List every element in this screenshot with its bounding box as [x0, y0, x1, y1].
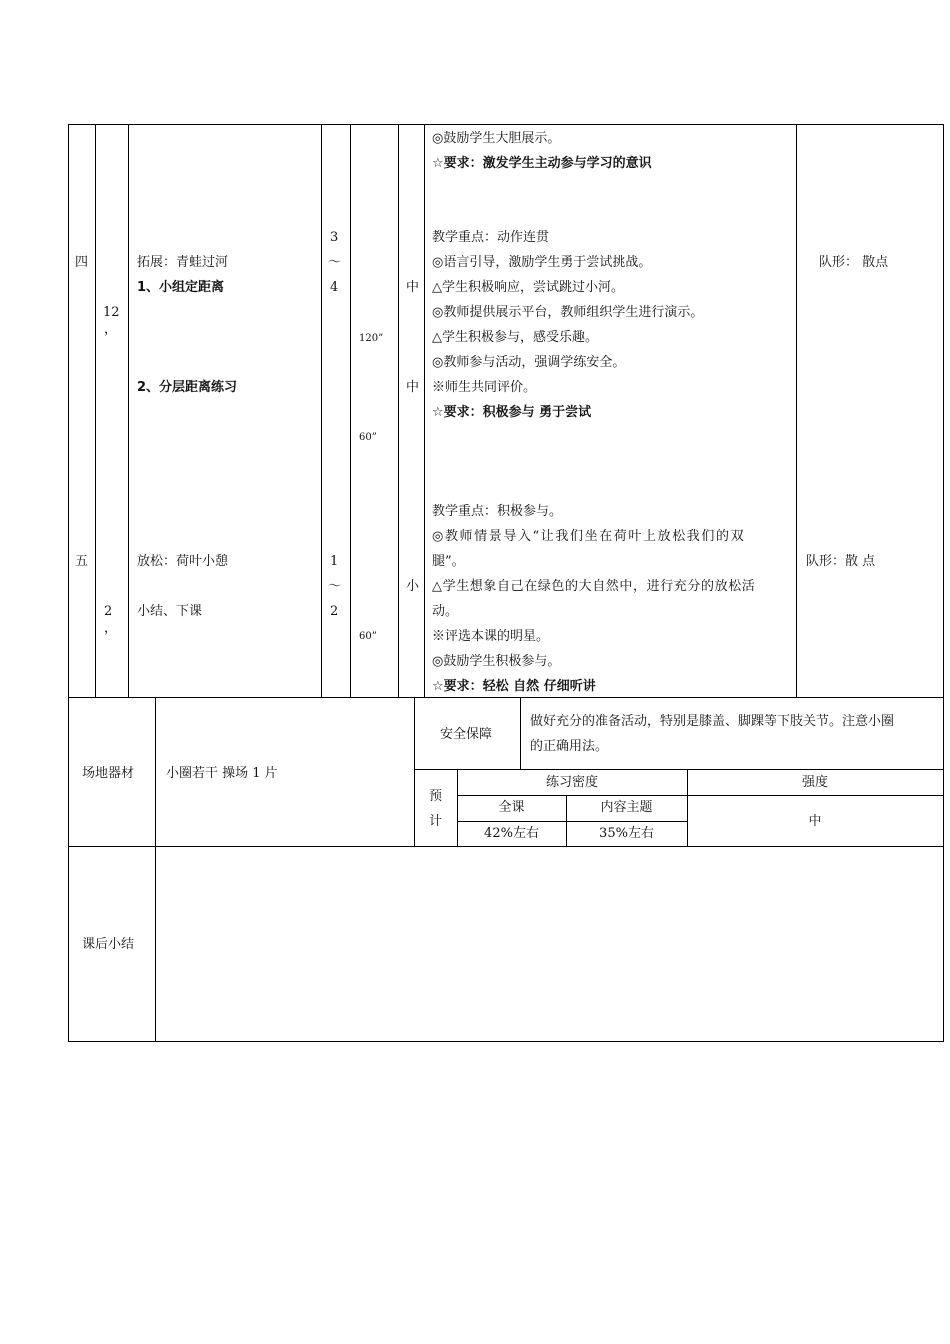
organization-line: ◎教师提供展示平台，教师组织学生进行演示。	[432, 305, 704, 320]
table-top-border	[68, 124, 796, 125]
intensity-value: 中	[406, 380, 420, 395]
col-divider-label	[155, 697, 156, 1042]
equipment-value: 小圈若干 操场 1 片	[166, 766, 278, 781]
table-left-border	[68, 124, 69, 1042]
organization-line: 动。	[432, 604, 459, 619]
requirement-text: ☆要求：激发学生主动参与学习的意识	[432, 156, 652, 171]
row-divider-equipment	[68, 697, 944, 698]
table-bottom-border	[68, 1041, 944, 1042]
organization-line: ◎语言引导，激励学生勇于尝试挑战。	[432, 255, 652, 270]
row-divider-density-values	[457, 821, 687, 822]
col-divider-7	[796, 124, 797, 697]
organization-line: ◎鼓励学生积极参与。	[432, 654, 561, 669]
intensity-value: 中	[808, 814, 822, 829]
reps-value: 4	[330, 280, 339, 295]
requirement-text: ☆要求：轻松 自然 仔细听讲	[432, 679, 596, 694]
organization-line: 教学重点：积极参与。	[432, 504, 563, 519]
col-divider-safety-text	[520, 697, 521, 770]
section-time-mark: ，	[104, 322, 118, 337]
section-time: 2	[104, 604, 113, 619]
content-item: 1、小组定距离	[137, 280, 225, 295]
organization-line: ◎教师参与活动，强调学练安全。	[432, 355, 626, 370]
row-divider-summary	[68, 846, 944, 847]
intensity-header: 强度	[801, 775, 828, 790]
organization-line: 腿”。	[432, 554, 465, 569]
organization-line: △学生积极响应，尝试跳过小河。	[432, 280, 624, 295]
predict-label: 计	[429, 814, 443, 829]
content-item: 2、分层距离练习	[137, 380, 238, 395]
duration-value: 60”	[359, 432, 377, 443]
topic-value: 35%左右	[599, 826, 654, 841]
organization-line: ◎教师情景导入“让我们坐在荷叶上放松我们的双	[432, 529, 746, 544]
whole-lesson-label: 全课	[498, 800, 525, 815]
organization-line: △学生想象自己在绿色的大自然中，进行充分的放松活	[432, 579, 756, 594]
section-number: 五	[75, 554, 89, 569]
organization-line: 教学重点：动作连贯	[432, 230, 550, 245]
section-number: 四	[75, 255, 89, 270]
safety-text: 的正确用法。	[530, 739, 609, 754]
col-divider-5	[398, 124, 399, 697]
formation-text: 队形：散 点	[806, 554, 876, 569]
equipment-label: 场地器材	[82, 766, 135, 781]
organization-line: △学生积极参与，感受乐趣。	[432, 330, 598, 345]
whole-lesson-value: 42%左右	[484, 826, 539, 841]
table-right-border	[943, 124, 944, 1042]
organization-line: ◎鼓励学生大胆展示。	[432, 131, 561, 146]
density-header: 练习密度	[545, 775, 598, 790]
organization-line: ※师生共同评价。	[432, 380, 537, 395]
row-divider-predict	[414, 769, 944, 770]
safety-label: 安全保障	[440, 727, 493, 742]
section-time: 12	[103, 305, 120, 320]
reps-tilde: ～	[328, 579, 342, 594]
reps-value: 3	[330, 230, 339, 245]
section-time-mark: ，	[104, 621, 118, 636]
col-divider-4	[350, 124, 351, 697]
col-divider-safety	[414, 697, 415, 847]
reps-tilde: ～	[328, 255, 342, 270]
table-top-border-right	[796, 124, 944, 125]
col-divider-3	[321, 124, 322, 697]
col-divider-2	[128, 124, 129, 697]
content-item: 小结、下课	[137, 604, 203, 619]
reps-value: 2	[330, 604, 339, 619]
col-divider-6	[424, 124, 425, 697]
duration-value: 120”	[359, 333, 384, 344]
requirement-text: ☆要求：积极参与 勇于尝试	[432, 405, 592, 420]
col-divider-1	[95, 124, 96, 697]
safety-text: 做好充分的准备活动，特别是膝盖、脚踝等下肢关节。注意小圈	[530, 714, 895, 729]
summary-label: 课后小结	[82, 937, 135, 952]
duration-value: 60”	[359, 631, 377, 642]
organization-line: ※评选本课的明星。	[432, 629, 550, 644]
formation-text: 队形： 散点	[819, 255, 889, 270]
topic-label: 内容主题	[600, 800, 653, 815]
row-divider-density-sub	[457, 795, 944, 796]
content-title: 拓展：青蛙过河	[137, 255, 229, 270]
intensity-value: 中	[406, 280, 420, 295]
content-title: 放松：荷叶小憩	[137, 554, 229, 569]
predict-label: 预	[429, 789, 443, 804]
reps-value: 1	[330, 554, 339, 569]
intensity-value: 小	[406, 579, 420, 594]
